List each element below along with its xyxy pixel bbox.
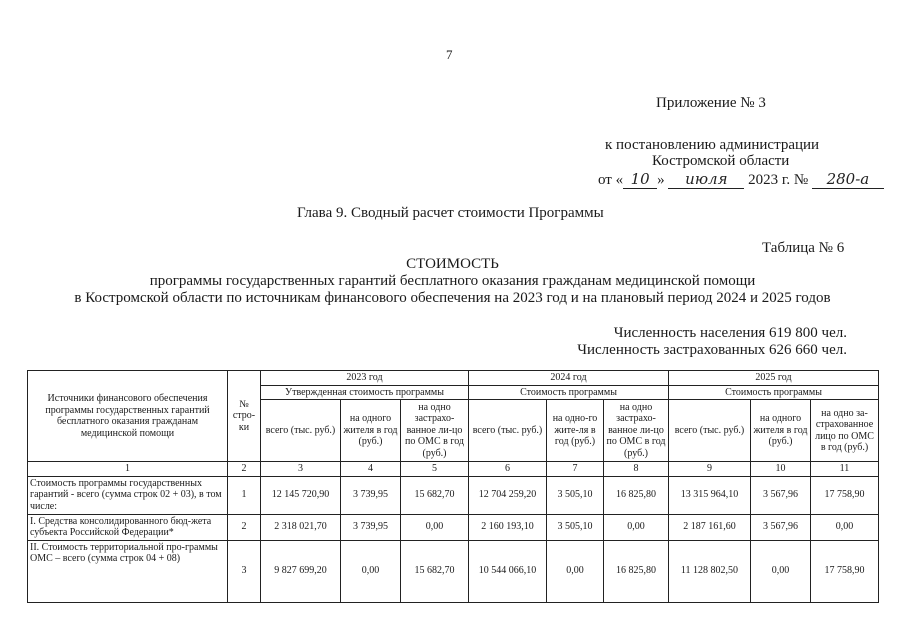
cell-value: 0,00 [547,540,604,602]
table-row [28,514,879,540]
cell-value: 2 160 193,10 [469,514,547,540]
header-year-2023: 2023 год [261,371,469,386]
header-source: Источники финансового обеспечения программы государственных гарантий бесплатного оказания гражданам медицинской помощи [28,371,228,462]
cell-value: 12 145 720,90 [261,476,341,514]
col-number: 6 [469,462,547,477]
appendix-heading: Приложение № 3 [656,95,766,111]
header-2023-per-insured: на одно застрахо-ванное ли-цо по ОМС в год (руб.) [401,400,469,462]
cell-value: 3 739,95 [341,514,401,540]
header-2024-per-resident: на одно-го жите-ля в год (руб.) [547,400,604,462]
cost-table [27,370,879,603]
cell-value: 0,00 [811,514,879,540]
cell-value: 13 315 964,10 [669,476,751,514]
col-number: 9 [669,462,751,477]
col-number: 1 [28,462,228,477]
table-number: Таблица № 6 [762,240,845,256]
cell-value: 15 682,70 [401,476,469,514]
col-number: 8 [604,462,669,477]
header-2023-total: всего (тыс. руб.) [261,400,341,462]
cell-value: 9 827 699,20 [261,540,341,602]
decree-line-1: к постановлению администрации [605,137,820,153]
chapter-title: Глава 9. Сводный расчет стоимости Программы [297,205,604,221]
decree-year: 2023 г. № [748,172,809,188]
header-2024-per-insured: на одно застрахо-ванное ли-цо по ОМС в год (руб.) [604,400,669,462]
cell-value: 10 544 066,10 [469,540,547,602]
cell-value: 15 682,70 [401,540,469,602]
col-number: 4 [341,462,401,477]
row-number: 1 [228,476,261,514]
cell-value: 3 567,96 [751,514,811,540]
col-number: 10 [751,462,811,477]
header-year-2024: 2024 год [469,371,669,386]
row-number: 3 [228,540,261,602]
decree-month: июля [668,170,744,189]
col-number: 5 [401,462,469,477]
row-source: I. Средства консолидированного бюд-жета субъекта Российской Федерации* [28,514,228,540]
title-line-1: СТОИМОСТЬ [406,256,499,272]
cell-value: 12 704 259,20 [469,476,547,514]
col-number: 2 [228,462,261,477]
decree-quote-close: » [657,172,665,188]
cell-value: 0,00 [604,514,669,540]
cell-value: 16 825,80 [604,540,669,602]
header-2023-per-resident: на одного жителя в год (руб.) [341,400,401,462]
cell-value: 16 825,80 [604,476,669,514]
title-line-2: программы государственных гарантий бесплатного оказания гражданам медицинской помощи [149,273,756,289]
insured-count: Численность застрахованных 626 660 чел. [577,342,847,358]
decree-number: 280-а [812,170,884,189]
cell-value: 0,00 [751,540,811,602]
cell-value: 11 128 802,50 [669,540,751,602]
col-number: 7 [547,462,604,477]
header-2025-per-insured: на одно за-страхованное лицо по ОМС в год (руб.) [811,400,879,462]
cell-value: 2 187 161,60 [669,514,751,540]
decree-line-2: Костромской области [652,153,790,169]
cell-value: 0,00 [401,514,469,540]
cell-value: 17 758,90 [811,476,879,514]
col-number: 3 [261,462,341,477]
row-source: II. Стоимость территориальной про-граммы ОМС – всего (сумма строк 04 + 08) [28,540,228,602]
cell-value: 3 505,10 [547,514,604,540]
population-count: Численность населения 619 800 чел. [613,325,847,341]
row-number: 2 [228,514,261,540]
page-number: 7 [446,47,453,62]
title-line-3: в Костромской области по источникам финансового обеспечения на 2023 год и на плановый период 2024 и 2025 годов [74,290,831,306]
header-2024-total: всего (тыс. руб.) [469,400,547,462]
row-source: Стоимость программы государственных гарантий - всего (сумма строк 02 + 03), в том числе: [28,476,228,514]
decree-day: 10 [623,170,657,189]
decree-from-prefix: от « [598,172,624,188]
header-2025-per-resident: на одного жителя в год (руб.) [751,400,811,462]
header-subhead-2024: Стоимость программы [469,385,669,400]
cell-value: 17 758,90 [811,540,879,602]
cell-value: 2 318 021,70 [261,514,341,540]
cell-value: 3 505,10 [547,476,604,514]
column-number-row [28,462,879,477]
cell-value: 3 739,95 [341,476,401,514]
header-subhead-2023: Утвержденная стоимость программы [261,385,469,400]
header-year-2025: 2025 год [669,371,879,386]
table-row [28,476,879,514]
header-row-no: № стро-ки [228,371,261,462]
header-subhead-2025: Стоимость программы [669,385,879,400]
header-2025-total: всего (тыс. руб.) [669,400,751,462]
cell-value: 3 567,96 [751,476,811,514]
col-number: 11 [811,462,879,477]
decree-date-line [598,170,884,189]
table-row [28,540,879,602]
cell-value: 0,00 [341,540,401,602]
